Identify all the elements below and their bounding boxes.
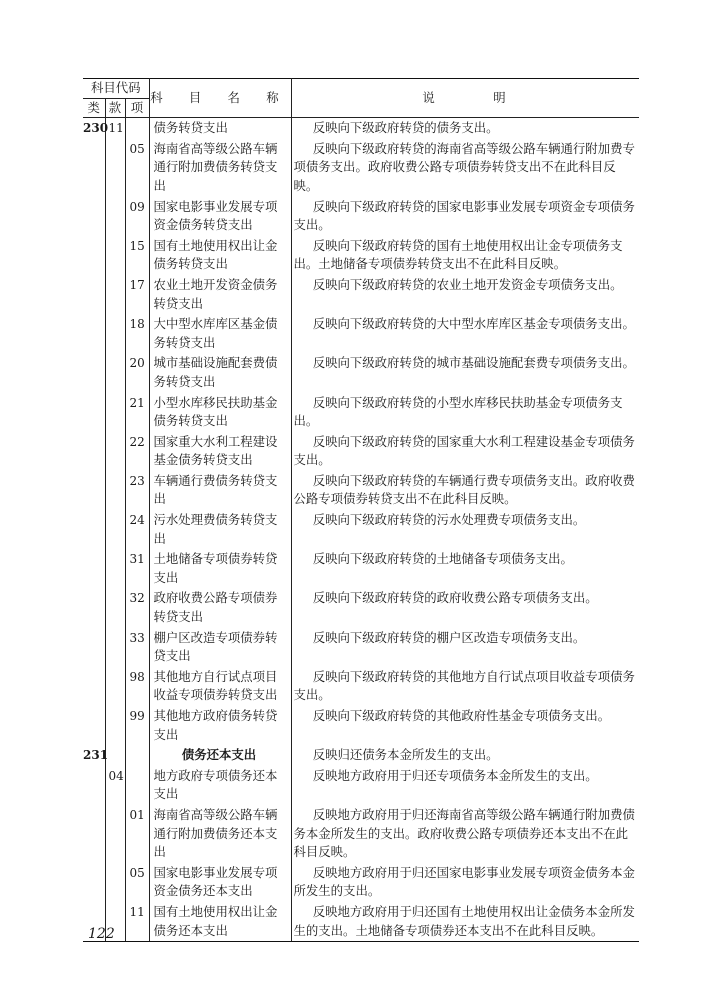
section-code-cell bbox=[105, 275, 125, 314]
page-number: 122 bbox=[88, 926, 115, 942]
item-code-cell: 24 bbox=[125, 510, 149, 549]
table-row bbox=[83, 549, 639, 588]
description-cell: 反映向下级政府转贷的城市基础设施配套费专项债务支出。 bbox=[312, 355, 635, 371]
category-code-cell bbox=[83, 432, 105, 471]
subject-name-cell: 国家电影事业发展专项资金债务还本支出 bbox=[149, 863, 291, 902]
table-row bbox=[83, 236, 639, 275]
description-cell: 反映向下级政府转贷的债务支出。 bbox=[312, 120, 499, 136]
category-code-cell bbox=[83, 667, 105, 706]
description-cell: 反映向下级政府转贷的政府收费公路专项债务支出。 bbox=[312, 590, 598, 606]
category-code-cell: 231 bbox=[83, 745, 105, 766]
description-cell: 反映向下级政府转贷的其他政府性基金专项债务支出。 bbox=[312, 708, 611, 723]
table-row bbox=[83, 805, 639, 863]
description-cell: 反映向下级政府转贷的污水处理费专项债务支出。 bbox=[312, 512, 586, 528]
table-header bbox=[83, 79, 639, 118]
subject-name-cell: 国有土地使用权出让金债务转贷支出 bbox=[149, 236, 291, 275]
item-code-cell: 31 bbox=[125, 549, 149, 588]
category-code-cell bbox=[83, 805, 105, 863]
category-code-cell bbox=[83, 236, 105, 275]
subject-name-cell: 债务还本支出 bbox=[149, 745, 291, 766]
description-cell: 反映地方政府用于归还国家电影事业发展专项资金债务本金所发生的支出。 bbox=[293, 864, 635, 899]
description-cell: 反映向下级政府转贷的棚户区改造专项债务支出。 bbox=[312, 629, 586, 645]
category-code-cell: 230 bbox=[83, 118, 105, 139]
description-cell: 反映向下级政府转贷的海南省高等级公路车辆通行附加费专项债务支出。政府收费公路专项债券转贷支出不在此科目反映。 bbox=[293, 140, 635, 193]
table-row bbox=[83, 393, 639, 432]
section-code-cell bbox=[105, 393, 125, 432]
section-code-cell bbox=[105, 667, 125, 706]
subject-name-cell: 国家重大水利工程建设基金债务转贷支出 bbox=[149, 432, 291, 471]
table-row bbox=[83, 902, 639, 942]
subject-name-cell: 国有土地使用权出让金债务还本支出 bbox=[149, 902, 291, 942]
item-header: 项 bbox=[125, 98, 149, 118]
section-header: 款 bbox=[105, 98, 125, 118]
section-code-cell bbox=[105, 805, 125, 863]
item-code-cell: 11 bbox=[125, 902, 149, 942]
item-code-cell: 33 bbox=[125, 628, 149, 667]
table-row bbox=[83, 706, 639, 745]
subject-code-header: 科目代码 bbox=[83, 79, 149, 99]
item-code-cell: 17 bbox=[125, 275, 149, 314]
subject-name-cell: 地方政府专项债务还本支出 bbox=[149, 766, 291, 805]
subject-name-cell: 农业土地开发资金债务转贷支出 bbox=[149, 275, 291, 314]
category-code-cell bbox=[83, 510, 105, 549]
section-code-cell bbox=[105, 628, 125, 667]
item-code-cell: 99 bbox=[125, 706, 149, 745]
budget-subject-table bbox=[83, 78, 639, 942]
section-code-cell bbox=[105, 236, 125, 275]
category-code-cell bbox=[83, 471, 105, 510]
table-row bbox=[83, 197, 639, 236]
description-cell: 反映向下级政府转贷的小型水库移民扶助基金专项债务支出。 bbox=[293, 394, 623, 429]
item-code-cell: 20 bbox=[125, 353, 149, 392]
category-code-cell bbox=[83, 314, 105, 353]
description-cell: 反映地方政府用于归还专项债务本金所发生的支出。 bbox=[312, 767, 598, 783]
table-row bbox=[83, 628, 639, 667]
description-cell: 反映向下级政府转贷的国家重大水利工程建设基金专项债务支出。 bbox=[293, 433, 635, 468]
category-code-cell bbox=[83, 766, 105, 805]
section-code-cell bbox=[105, 863, 125, 902]
category-code-cell bbox=[83, 863, 105, 902]
table-row bbox=[83, 588, 639, 627]
item-code-cell: 15 bbox=[125, 236, 149, 275]
table-row bbox=[83, 432, 639, 471]
subject-name-cell: 国家电影事业发展专项资金债务转贷支出 bbox=[149, 197, 291, 236]
description-cell: 反映向下级政府转贷的国家电影事业发展专项资金专项债务支出。 bbox=[293, 198, 635, 233]
section-code-cell bbox=[105, 139, 125, 197]
item-code-cell: 22 bbox=[125, 432, 149, 471]
item-code-cell bbox=[125, 118, 149, 139]
description-cell: 反映向下级政府转贷的大中型水库库区基金专项债务支出。 bbox=[312, 316, 635, 332]
subject-name-cell: 污水处理费债务转贷支出 bbox=[149, 510, 291, 549]
table-row bbox=[83, 667, 639, 706]
section-code-cell bbox=[105, 510, 125, 549]
item-code-cell: 05 bbox=[125, 863, 149, 902]
subject-name-cell: 棚户区改造专项债券转贷支出 bbox=[149, 628, 291, 667]
section-code-cell bbox=[105, 197, 125, 236]
section-code-cell bbox=[105, 706, 125, 745]
subject-name-cell: 其他地方政府债务转贷支出 bbox=[149, 706, 291, 745]
category-code-cell bbox=[83, 588, 105, 627]
subject-name-cell: 债务转贷支出 bbox=[149, 118, 291, 139]
category-code-cell bbox=[83, 353, 105, 392]
table-row bbox=[83, 471, 639, 510]
category-code-cell bbox=[83, 139, 105, 197]
subject-name-cell: 土地储备专项债券转贷支出 bbox=[149, 549, 291, 588]
section-code-cell: 11 bbox=[105, 118, 125, 139]
table-row bbox=[83, 510, 639, 549]
category-code-cell bbox=[83, 275, 105, 314]
table-row bbox=[83, 275, 639, 314]
table-row bbox=[83, 745, 639, 766]
section-code-cell: 04 bbox=[105, 766, 125, 805]
section-code-cell bbox=[105, 471, 125, 510]
item-code-cell: 21 bbox=[125, 393, 149, 432]
category-code-cell bbox=[83, 628, 105, 667]
table-row bbox=[83, 863, 639, 902]
subject-name-header: 科 目 名 称 bbox=[149, 79, 291, 118]
item-code-cell: 01 bbox=[125, 805, 149, 863]
table-row bbox=[83, 118, 639, 139]
subject-name-cell: 大中型水库库区基金债务转贷支出 bbox=[149, 314, 291, 353]
table-row bbox=[83, 139, 639, 197]
subject-name-cell: 小型水库移民扶助基金债务转贷支出 bbox=[149, 393, 291, 432]
subject-name-cell: 其他地方自行试点项目收益专项债券转贷支出 bbox=[149, 667, 291, 706]
subject-name-cell: 海南省高等级公路车辆通行附加费债务还本支出 bbox=[149, 805, 291, 863]
section-code-cell bbox=[105, 314, 125, 353]
description-cell: 反映向下级政府转贷的国有土地使用权出让金专项债务支出。土地储备专项债券转贷支出不在此科目反映。 bbox=[293, 237, 623, 272]
section-code-cell bbox=[105, 745, 125, 766]
section-code-cell bbox=[105, 353, 125, 392]
table-body bbox=[83, 118, 639, 942]
item-code-cell: 05 bbox=[125, 139, 149, 197]
table-row bbox=[83, 314, 639, 353]
table-row bbox=[83, 766, 639, 805]
description-header: 说 明 bbox=[291, 79, 639, 118]
description-cell: 反映向下级政府转贷的其他地方自行试点项目收益专项债务支出。 bbox=[293, 668, 635, 703]
section-code-cell bbox=[105, 549, 125, 588]
category-code-cell bbox=[83, 393, 105, 432]
item-code-cell: 32 bbox=[125, 588, 149, 627]
subject-name-cell: 海南省高等级公路车辆通行附加费债务转贷支出 bbox=[149, 139, 291, 197]
category-header: 类 bbox=[83, 98, 105, 118]
description-cell: 反映归还债务本金所发生的支出。 bbox=[312, 747, 499, 763]
item-code-cell bbox=[125, 745, 149, 766]
item-code-cell: 18 bbox=[125, 314, 149, 353]
section-code-cell bbox=[105, 432, 125, 471]
item-code-cell: 98 bbox=[125, 667, 149, 706]
description-cell: 反映向下级政府转贷的农业土地开发资金专项债务支出。 bbox=[312, 276, 623, 292]
section-code-cell bbox=[105, 588, 125, 627]
description-cell: 反映向下级政府转贷的土地储备专项债务支出。 bbox=[312, 551, 573, 567]
item-code-cell bbox=[125, 766, 149, 805]
category-code-cell bbox=[83, 706, 105, 745]
item-code-cell: 23 bbox=[125, 471, 149, 510]
subject-name-cell: 车辆通行费债务转贷支出 bbox=[149, 471, 291, 510]
subject-name-cell: 政府收费公路专项债券转贷支出 bbox=[149, 588, 291, 627]
table-row bbox=[83, 353, 639, 392]
category-code-cell bbox=[83, 549, 105, 588]
description-cell: 反映向下级政府转贷的车辆通行费专项债务支出。政府收费公路专项债券转贷支出不在此科目反映。 bbox=[293, 472, 635, 507]
category-code-cell bbox=[83, 197, 105, 236]
description-cell: 反映地方政府用于归还国有土地使用权出让金债务本金所发生的支出。土地储备专项债券还本支出不在此科目反映。 bbox=[291, 902, 639, 942]
item-code-cell: 09 bbox=[125, 197, 149, 236]
subject-name-cell: 城市基础设施配套费债务转贷支出 bbox=[149, 353, 291, 392]
description-cell: 反映地方政府用于归还海南省高等级公路车辆通行附加费债务本金所发生的支出。政府收费公路专项债券还本支出不在此科目反映。 bbox=[293, 806, 635, 860]
